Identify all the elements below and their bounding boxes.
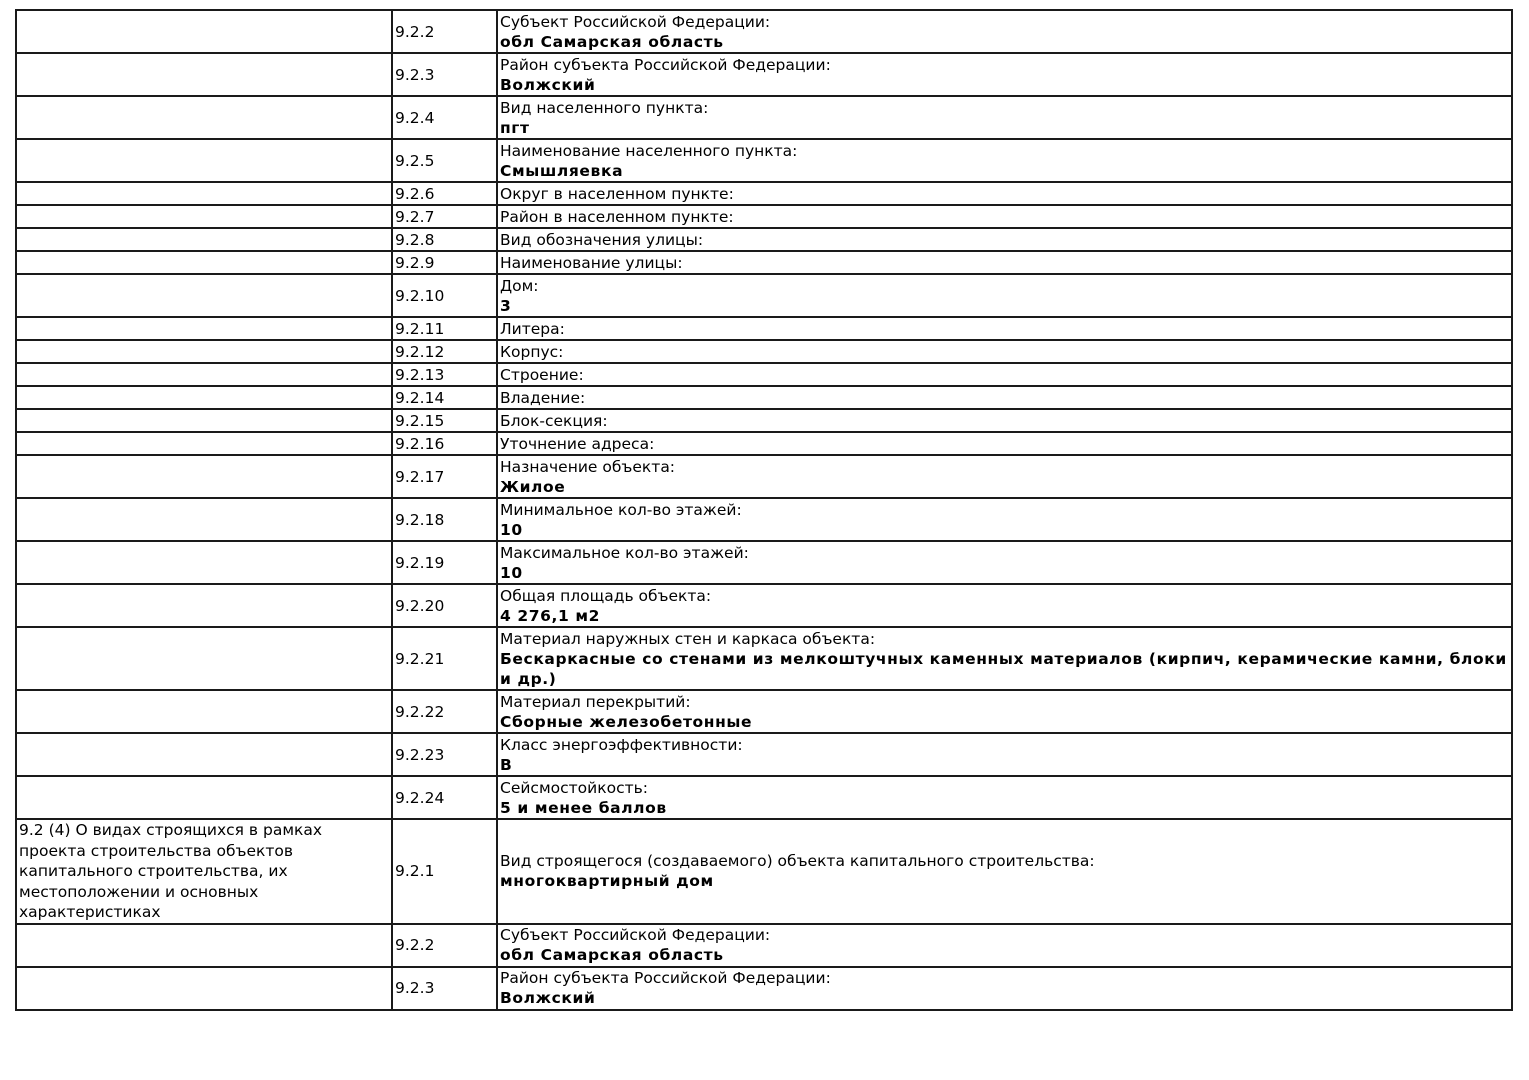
field-value: Жилое bbox=[500, 477, 566, 496]
section-cell bbox=[16, 340, 392, 363]
field-label: Дом: bbox=[500, 276, 539, 295]
code-cell: 9.2.3 bbox=[392, 967, 497, 1010]
field-label: Округ в населенном пункте: bbox=[500, 184, 734, 203]
code-cell: 9.2.9 bbox=[392, 251, 497, 274]
field-label: Район субъекта Российской Федерации: bbox=[500, 55, 831, 74]
field-value: Сборные железобетонные bbox=[500, 712, 753, 731]
field-label: Субъект Российской Федерации: bbox=[500, 926, 771, 944]
field-cell bbox=[497, 776, 1512, 819]
field-value: обл Самарская область bbox=[500, 946, 724, 964]
code-cell: 9.2.14 bbox=[392, 386, 497, 409]
field-label: Максимальное кол-во этажей: bbox=[500, 543, 749, 562]
table-row bbox=[16, 584, 1512, 627]
section-cell bbox=[16, 251, 392, 274]
code-cell: 9.2.18 bbox=[392, 498, 497, 541]
table-row bbox=[16, 10, 1512, 53]
field-label: Общая площадь объекта: bbox=[500, 586, 712, 605]
table-row bbox=[16, 53, 1512, 96]
code-cell: 9.2.23 bbox=[392, 733, 497, 776]
field-value: 10 bbox=[500, 563, 523, 582]
field-label: Район в населенном пункте: bbox=[500, 207, 734, 226]
field-value: пгт bbox=[500, 118, 530, 137]
field-value: 3 bbox=[500, 296, 512, 315]
field-label: Владение: bbox=[500, 388, 586, 407]
field-value: Смышляевка bbox=[500, 161, 624, 180]
code-cell: 9.2.3 bbox=[392, 53, 497, 96]
code-cell: 9.2.19 bbox=[392, 541, 497, 584]
field-cell bbox=[497, 10, 1512, 53]
code-cell: 9.2.11 bbox=[392, 317, 497, 340]
table-row bbox=[16, 733, 1512, 776]
field-cell bbox=[497, 409, 1512, 432]
field-label: Уточнение адреса: bbox=[500, 434, 655, 453]
section-cell bbox=[16, 776, 392, 819]
table-row bbox=[16, 317, 1512, 340]
field-cell bbox=[497, 627, 1512, 690]
field-cell bbox=[497, 139, 1512, 182]
section-cell bbox=[16, 53, 392, 96]
field-value: 10 bbox=[500, 520, 523, 539]
table-row bbox=[16, 386, 1512, 409]
code-cell: 9.2.16 bbox=[392, 432, 497, 455]
field-label: Район субъекта Российской Федерации: bbox=[500, 969, 831, 987]
table-row bbox=[16, 205, 1512, 228]
table-row bbox=[16, 139, 1512, 182]
field-label: Литера: bbox=[500, 319, 565, 338]
field-label: Вид населенного пункта: bbox=[500, 98, 709, 117]
section-cell bbox=[16, 96, 392, 139]
section-cell bbox=[16, 819, 392, 924]
code-cell: 9.2.24 bbox=[392, 776, 497, 819]
field-cell bbox=[497, 498, 1512, 541]
section-cell bbox=[16, 584, 392, 627]
code-cell: 9.2.1 bbox=[392, 819, 497, 924]
section-cell bbox=[16, 498, 392, 541]
field-cell bbox=[497, 819, 1512, 924]
table-row bbox=[16, 409, 1512, 432]
table-row bbox=[16, 776, 1512, 819]
table-row bbox=[16, 274, 1512, 317]
section-cell bbox=[16, 386, 392, 409]
table-row bbox=[16, 541, 1512, 584]
code-cell: 9.2.10 bbox=[392, 274, 497, 317]
code-cell: 9.2.2 bbox=[392, 10, 497, 53]
field-label: Класс энергоэффективности: bbox=[500, 735, 743, 754]
field-cell bbox=[497, 733, 1512, 776]
section-cell bbox=[16, 182, 392, 205]
field-value: 5 и менее баллов bbox=[500, 798, 667, 817]
field-cell bbox=[497, 363, 1512, 386]
code-cell: 9.2.13 bbox=[392, 363, 497, 386]
code-cell: 9.2.20 bbox=[392, 584, 497, 627]
section-cell bbox=[16, 409, 392, 432]
table-row bbox=[16, 96, 1512, 139]
code-cell: 9.2.6 bbox=[392, 182, 497, 205]
field-value: обл Самарская область bbox=[500, 32, 724, 51]
table-row bbox=[16, 455, 1512, 498]
section-cell bbox=[16, 432, 392, 455]
field-cell bbox=[497, 228, 1512, 251]
code-cell: 9.2.15 bbox=[392, 409, 497, 432]
table-row bbox=[16, 627, 1512, 690]
field-label: Корпус: bbox=[500, 342, 564, 361]
table-row bbox=[16, 819, 1512, 924]
field-cell bbox=[497, 386, 1512, 409]
field-cell bbox=[497, 455, 1512, 498]
section-cell bbox=[16, 541, 392, 584]
code-cell: 9.2.12 bbox=[392, 340, 497, 363]
field-cell bbox=[497, 53, 1512, 96]
field-label: Вид строящегося (создаваемого) объекта капитального строительства: bbox=[500, 852, 1095, 871]
section-cell bbox=[16, 967, 392, 1010]
field-label: Блок-секция: bbox=[500, 411, 608, 430]
table-row bbox=[16, 924, 1512, 967]
code-cell: 9.2.7 bbox=[392, 205, 497, 228]
field-cell bbox=[497, 584, 1512, 627]
field-label: Минимальное кол-во этажей: bbox=[500, 500, 742, 519]
field-label: Материал наружных стен и каркаса объекта: bbox=[500, 629, 876, 648]
section-cell bbox=[16, 363, 392, 386]
section-cell bbox=[16, 690, 392, 733]
field-cell bbox=[497, 690, 1512, 733]
field-value: Волжский bbox=[500, 989, 596, 1007]
section-cell bbox=[16, 733, 392, 776]
field-label: Сейсмостойкость: bbox=[500, 778, 648, 797]
field-label: Материал перекрытий: bbox=[500, 692, 691, 711]
section-cell bbox=[16, 10, 392, 53]
table-row bbox=[16, 251, 1512, 274]
field-cell bbox=[497, 274, 1512, 317]
field-cell bbox=[497, 317, 1512, 340]
section-cell bbox=[16, 139, 392, 182]
field-cell bbox=[497, 967, 1512, 1010]
section-cell bbox=[16, 455, 392, 498]
field-cell bbox=[497, 182, 1512, 205]
table-row bbox=[16, 228, 1512, 251]
field-label: Вид обозначения улицы: bbox=[500, 230, 704, 249]
field-value: 4 276,1 м2 bbox=[500, 606, 601, 625]
table-row bbox=[16, 690, 1512, 733]
field-value: многоквартирный дом bbox=[500, 872, 714, 891]
field-cell bbox=[497, 340, 1512, 363]
table-row bbox=[16, 967, 1512, 1010]
table-row bbox=[16, 340, 1512, 363]
section-cell bbox=[16, 274, 392, 317]
field-cell bbox=[497, 541, 1512, 584]
section-title: 9.2 (4) О видах строящихся в рамках проекта строительства объектов капитального строительства, их местоположении и основных характеристиках bbox=[19, 821, 323, 921]
field-cell bbox=[497, 924, 1512, 967]
field-cell bbox=[497, 251, 1512, 274]
section-cell bbox=[16, 924, 392, 967]
field-cell bbox=[497, 205, 1512, 228]
section-cell bbox=[16, 205, 392, 228]
code-cell: 9.2.17 bbox=[392, 455, 497, 498]
object-characteristics-table bbox=[15, 9, 1513, 1011]
field-value: Волжский bbox=[500, 75, 596, 94]
section-cell bbox=[16, 317, 392, 340]
field-label: Субъект Российской Федерации: bbox=[500, 12, 771, 31]
table-row bbox=[16, 363, 1512, 386]
field-cell bbox=[497, 432, 1512, 455]
code-cell: 9.2.2 bbox=[392, 924, 497, 967]
table-row bbox=[16, 432, 1512, 455]
code-cell: 9.2.22 bbox=[392, 690, 497, 733]
field-value: В bbox=[500, 755, 513, 774]
field-label: Наименование населенного пункта: bbox=[500, 141, 798, 160]
table-row bbox=[16, 498, 1512, 541]
field-cell bbox=[497, 96, 1512, 139]
section-cell bbox=[16, 627, 392, 690]
field-label: Строение: bbox=[500, 365, 584, 384]
table-row bbox=[16, 182, 1512, 205]
field-label: Назначение объекта: bbox=[500, 457, 676, 476]
code-cell: 9.2.5 bbox=[392, 139, 497, 182]
code-cell: 9.2.8 bbox=[392, 228, 497, 251]
field-value: Бескаркасные со стенами из мелкоштучных каменных материалов (кирпич, керамические камни, блоки и др.) bbox=[500, 649, 1507, 688]
field-label: Наименование улицы: bbox=[500, 253, 683, 272]
code-cell: 9.2.4 bbox=[392, 96, 497, 139]
code-cell: 9.2.21 bbox=[392, 627, 497, 690]
section-cell bbox=[16, 228, 392, 251]
